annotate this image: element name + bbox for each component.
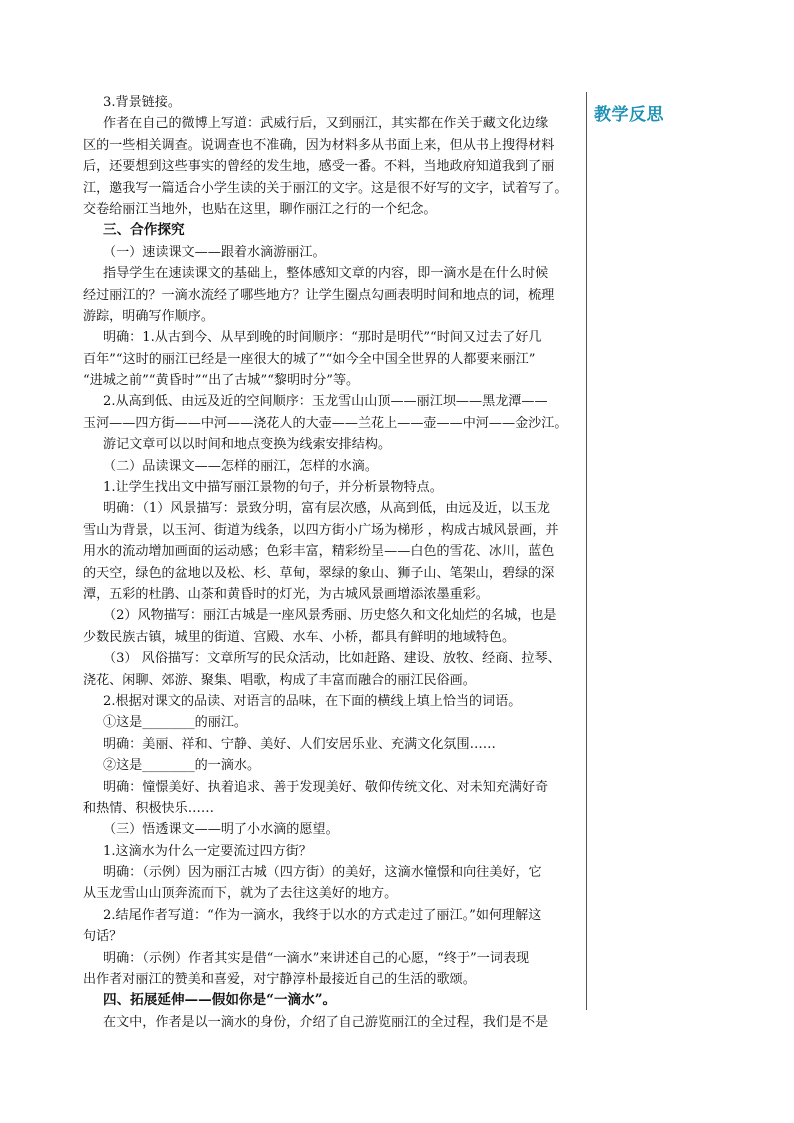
section-heading: 四、拓展延伸——假如你是“一滴水”。 <box>103 992 337 1009</box>
text-line: 江，邀我写一篇适合小学生读的关于丽江的文字。这是很不好写的文字，试着写了。 <box>83 180 568 196</box>
text-line: 出作者对丽江的赞美和喜爱，对宁静淳朴最接近自己的生活的歌颂。 <box>83 972 476 988</box>
text-line: 3.背景链接。 <box>103 95 181 110</box>
text-line: 后，还要想到这些事实的曾经的发生地，感受一番。不料，当地政府知道我到了丽 <box>83 159 555 175</box>
teaching-reflection-title: 教学反思 <box>594 105 664 125</box>
text-line: 句话？ <box>83 929 123 945</box>
text-line: 游踪，明确写作顺序。 <box>83 308 214 324</box>
text-line: 明确：（示例）作者其实是借“一滴水”来讲述自己的心愿，“终于”一词表现 <box>103 950 530 966</box>
section-heading: 三、合作探究 <box>103 222 185 239</box>
text-line: （一）速读课文——跟着水滴游丽江。 <box>103 244 326 260</box>
text-line: 雪山为背景，以玉河、街道为线条，以四方街小广场为梯形 ，构成古城风景画，并 <box>83 522 559 538</box>
lesson-plan-text <box>83 92 585 1030</box>
text-line: 经过丽江的？一滴水流经了哪些地方？让学生圈点勾画表明时间和地点的词，梳理 <box>83 287 555 303</box>
text-line: 游记文章可以以时间和地点变换为线索安排结构。 <box>103 437 392 453</box>
text-line: 明确：憧憬美好、执着追求、善于发现美好、敬仰传统文化、对未知充满好奇 <box>103 779 549 795</box>
text-line: 潭，五彩的杜鹃、山茶和黄昏时的灯光，为古城风景画增添浓墨重彩。 <box>83 586 489 602</box>
text-line: 少数民族古镇，城里的街道、宫殿、水车、小桥，都具有鲜明的地域特色。 <box>83 629 516 645</box>
text-line: ②这是________的一滴水。 <box>103 758 261 774</box>
text-line: 2.根据对课文的品读、对语言的品味，在下面的横线上填上恰当的词语。 <box>103 693 522 709</box>
text-line: 从玉龙雪山山顶奔流而下，就为了去往这美好的地方。 <box>83 886 398 902</box>
text-line: 和热情、积极快乐…… <box>83 800 214 816</box>
text-line: 浇花、闲聊、郊游、聚集、唱歌，构成了丰富而融合的丽江民俗画。 <box>83 672 476 688</box>
text-line: 区的一些相关调查。说调查也不准确，因为材料多从书面上来，但从书上搜得材料 <box>83 137 555 153</box>
text-line: 明确：（示例）因为丽江古城（四方街）的美好，这滴水憧憬和向往美好，它 <box>103 865 542 881</box>
text-line: 用水的流动增加画面的运动感；色彩丰富，精彩纷呈——白色的雪花、冰川，蓝色 <box>83 544 555 560</box>
text-line: 指导学生在速读课文的基础上，整体感知文章的内容，即一滴水是在什么时候 <box>103 266 549 282</box>
text-line: 交卷给丽江当地外，也贴在这里，聊作丽江之行的一个纪念。 <box>83 201 437 217</box>
text-line: 作者在自己的微博上写道：武威行后，又到丽江，其实都在作关于藏文化边缘 <box>103 116 549 132</box>
text-line: ①这是________的丽江。 <box>103 715 248 731</box>
text-line: 在文中，作者是以一滴水的身份，介绍了自己游览丽江的全过程，我们是不是 <box>103 1014 549 1030</box>
text-line: 玉河——四方街——中河——浇花人的大壶——兰花上——壶——中河——金沙江。 <box>83 415 568 431</box>
text-line: 百年”“这时的丽江已经是一座很大的城了”“如今全中国全世界的人都要来丽江” <box>83 351 536 367</box>
text-line: 明确：美丽、祥和、宁静、美好、人们安居乐业、充满文化氛围…… <box>103 736 496 752</box>
text-line: 明确：（1）风景描写：景致分明，富有层次感，从高到低，由远及近，以玉龙 <box>103 501 550 517</box>
text-line: “进城之前”“黄昏时”“出了古城”“黎明时分”等。 <box>83 373 360 389</box>
text-line: （二）品读课文——怎样的丽江，怎样的水滴。 <box>103 458 378 474</box>
text-line: 明确：1.从古到今、从早到晚的时间顺序：“那时是明代”“时间又过去了好几 <box>103 330 542 346</box>
text-line: （三）悟透课文——明了小水滴的愿望。 <box>103 822 339 838</box>
text-line: 2.结尾作者写道：“作为一滴水，我终于以水的方式走过了丽江。”如何理解这 <box>103 907 542 923</box>
text-line: 1.让学生找出文中描写丽江景物的句子，并分析景物特点。 <box>103 480 443 496</box>
text-line: 的天空，绿色的盆地以及松、杉、草甸，翠绿的象山、狮子山、笔架山，碧绿的深 <box>83 565 555 581</box>
text-line: 2.从高到低、由远及近的空间顺序：玉龙雪山山顶——丽江坝——黑龙潭—— <box>103 394 548 410</box>
text-line: （2）风物描写：丽江古城是一座风景秀丽、历史悠久和文化灿烂的名城，也是 <box>103 608 557 624</box>
text-line: （3） 风俗描写：文章所写的民众活动，比如赶路、建设、放牧、经商、拉琴、 <box>103 651 561 667</box>
column-divider <box>586 92 587 1010</box>
text-line: 1.这滴水为什么一定要流过四方街？ <box>103 843 312 859</box>
